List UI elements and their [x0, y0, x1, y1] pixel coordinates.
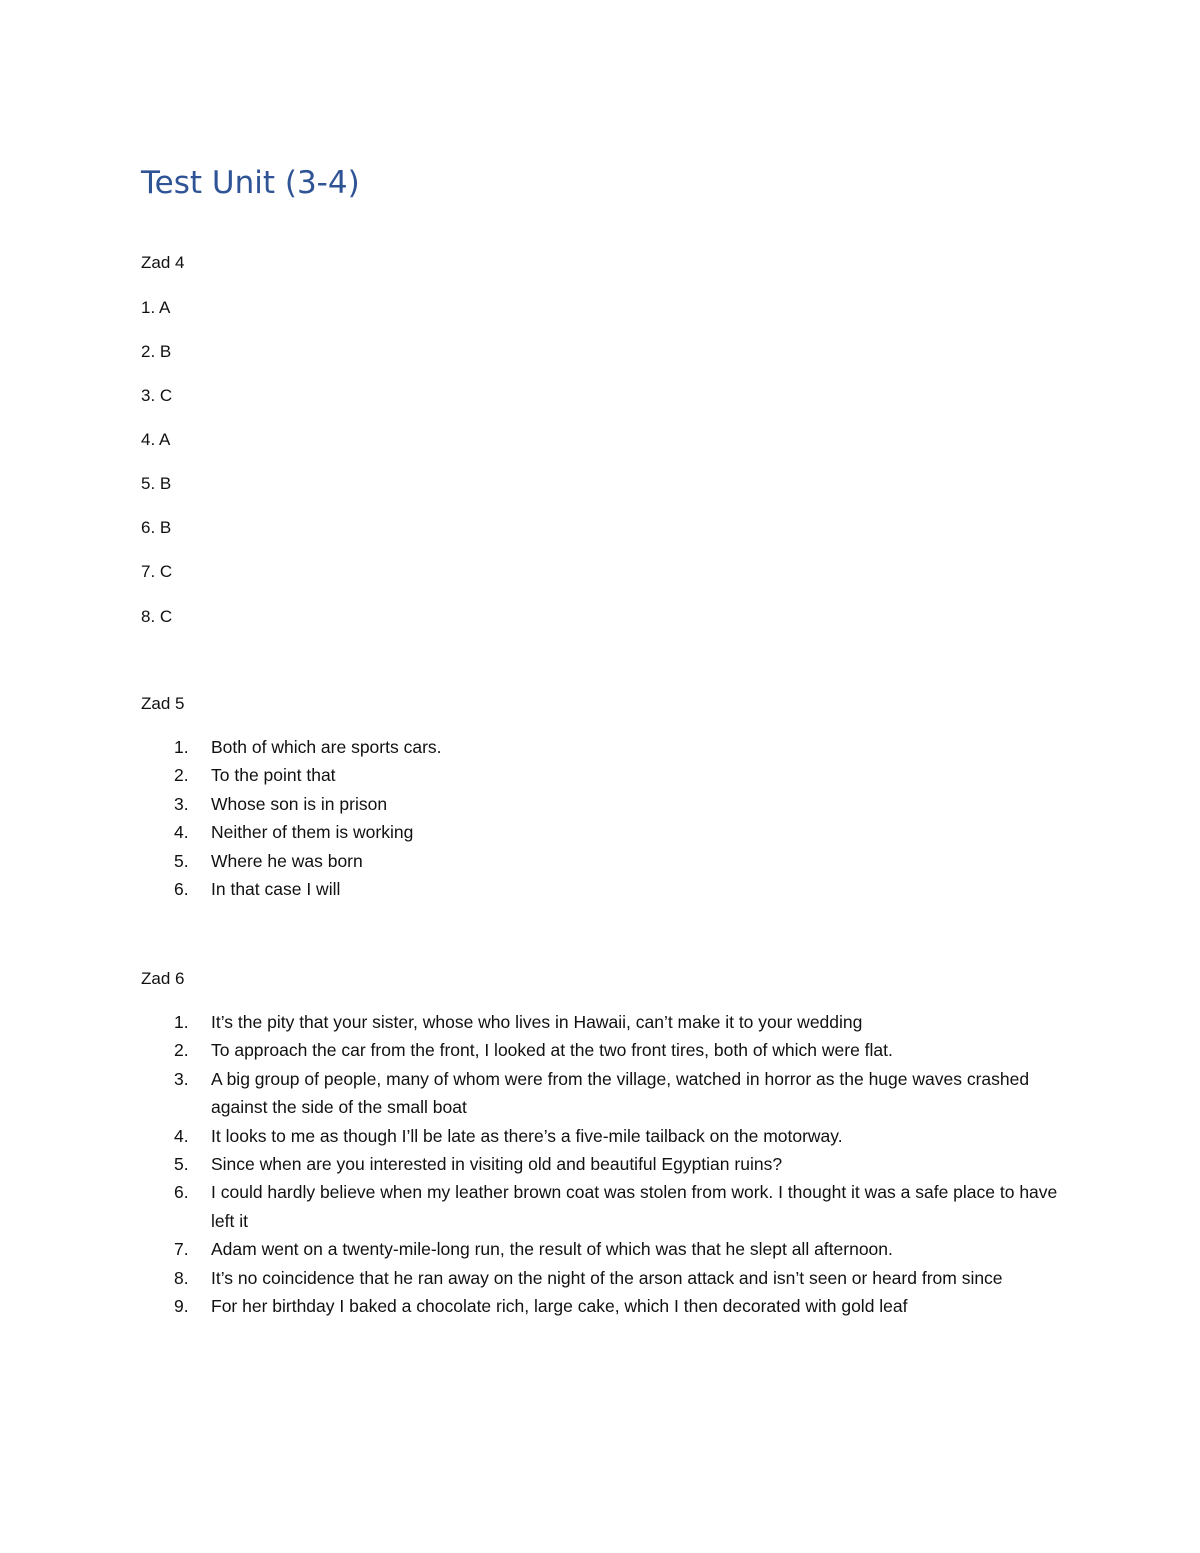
item-text: A big group of people, many of whom were from the village, watched in horror as the huge waves crashed against the side of the small boat [211, 1068, 1030, 1118]
item-number: 6. [174, 879, 189, 900]
list-item [141, 847, 1081, 875]
answer-value: B [159, 342, 172, 361]
item-text: To the point that [211, 765, 336, 786]
answer-value: C [159, 607, 173, 626]
item-number: 5. [174, 1154, 189, 1175]
item-number: 3. [174, 793, 189, 814]
list-item [141, 761, 1081, 789]
list-item [141, 818, 1081, 846]
item-number: 7. [174, 1239, 189, 1260]
list-item [141, 1122, 1081, 1150]
zad4-answer [141, 561, 172, 583]
item-text: Whose son is in prison [211, 793, 388, 814]
item-text: For her birthday I baked a chocolate rich, large cake, which I then decorated with gold leaf [211, 1296, 908, 1317]
zad4-answer [141, 385, 172, 407]
item-number: 1. [174, 737, 189, 757]
answer-value: C [159, 386, 173, 405]
zad4-answer [141, 606, 172, 628]
page-title: Test Unit (3-4) [141, 165, 360, 201]
item-number: 4. [174, 1125, 189, 1146]
list-item [141, 1065, 1081, 1122]
item-text: Since when are you interested in visiting old and beautiful Egyptian ruins? [211, 1154, 783, 1175]
answer-number: 1. [141, 298, 156, 317]
zad6-list [141, 1008, 1081, 1320]
item-number: 8. [174, 1267, 189, 1288]
list-item [141, 875, 1081, 903]
item-number: 1. [174, 1012, 189, 1032]
zad4-answer [141, 429, 170, 451]
answer-value: B [159, 474, 172, 493]
list-item [141, 1150, 1081, 1178]
item-number: 2. [174, 765, 189, 786]
item-text: It’s the pity that your sister, whose who lives in Hawaii, can’t make it to your wedding [211, 1012, 863, 1032]
item-text: Both of which are sports cars. [211, 737, 442, 757]
answer-value: A [158, 298, 171, 317]
item-text: Adam went on a twenty-mile-long run, the result of which was that he slept all afternoon. [211, 1239, 893, 1260]
item-text: It looks to me as though I’ll be late as there’s a five-mile tailback on the motorway. [211, 1125, 843, 1146]
answer-number: 5. [141, 474, 156, 493]
zad5-list [141, 733, 1081, 903]
answer-number: 6. [141, 518, 156, 537]
item-text: Neither of them is working [211, 822, 414, 843]
zad4-answer [141, 517, 171, 539]
answer-number: 7. [141, 562, 156, 581]
zad4-answer [141, 297, 170, 319]
answer-value: B [159, 518, 172, 537]
answer-number: 3. [141, 386, 156, 405]
list-item [141, 1008, 1081, 1036]
item-number: 2. [174, 1040, 189, 1061]
answer-value: A [158, 430, 171, 449]
item-text: In that case I will [211, 879, 341, 900]
answer-number: 2. [141, 342, 156, 361]
list-item [141, 1178, 1081, 1235]
item-number: 3. [174, 1068, 189, 1089]
answer-number: 8. [141, 607, 156, 626]
list-item [141, 1264, 1081, 1292]
zad5-heading: Zad 5 [141, 694, 185, 713]
list-item [141, 733, 1081, 761]
item-text: I could hardly believe when my leather brown coat was stolen from work. I thought it was a safe place to have left it [211, 1182, 1058, 1231]
item-number: 4. [174, 822, 189, 843]
zad4-answer [141, 341, 171, 363]
list-item [141, 1235, 1081, 1263]
list-item [141, 1036, 1081, 1064]
item-text: To approach the car from the front, I looked at the two front tires, both of which were flat. [211, 1040, 893, 1061]
zad6-heading: Zad 6 [141, 969, 185, 988]
zad4-answer [141, 473, 171, 495]
item-number: 5. [174, 850, 189, 871]
list-item [141, 790, 1081, 818]
item-text: Where he was born [211, 850, 363, 871]
zad4-heading: Zad 4 [141, 253, 185, 272]
list-item [141, 1292, 1081, 1320]
item-number: 9. [174, 1296, 189, 1317]
item-number: 6. [174, 1182, 189, 1203]
answer-number: 4. [141, 430, 156, 449]
item-text: It’s no coincidence that he ran away on the night of the arson attack and isn’t seen or heard from since [211, 1267, 1003, 1288]
answer-value: C [159, 562, 173, 581]
